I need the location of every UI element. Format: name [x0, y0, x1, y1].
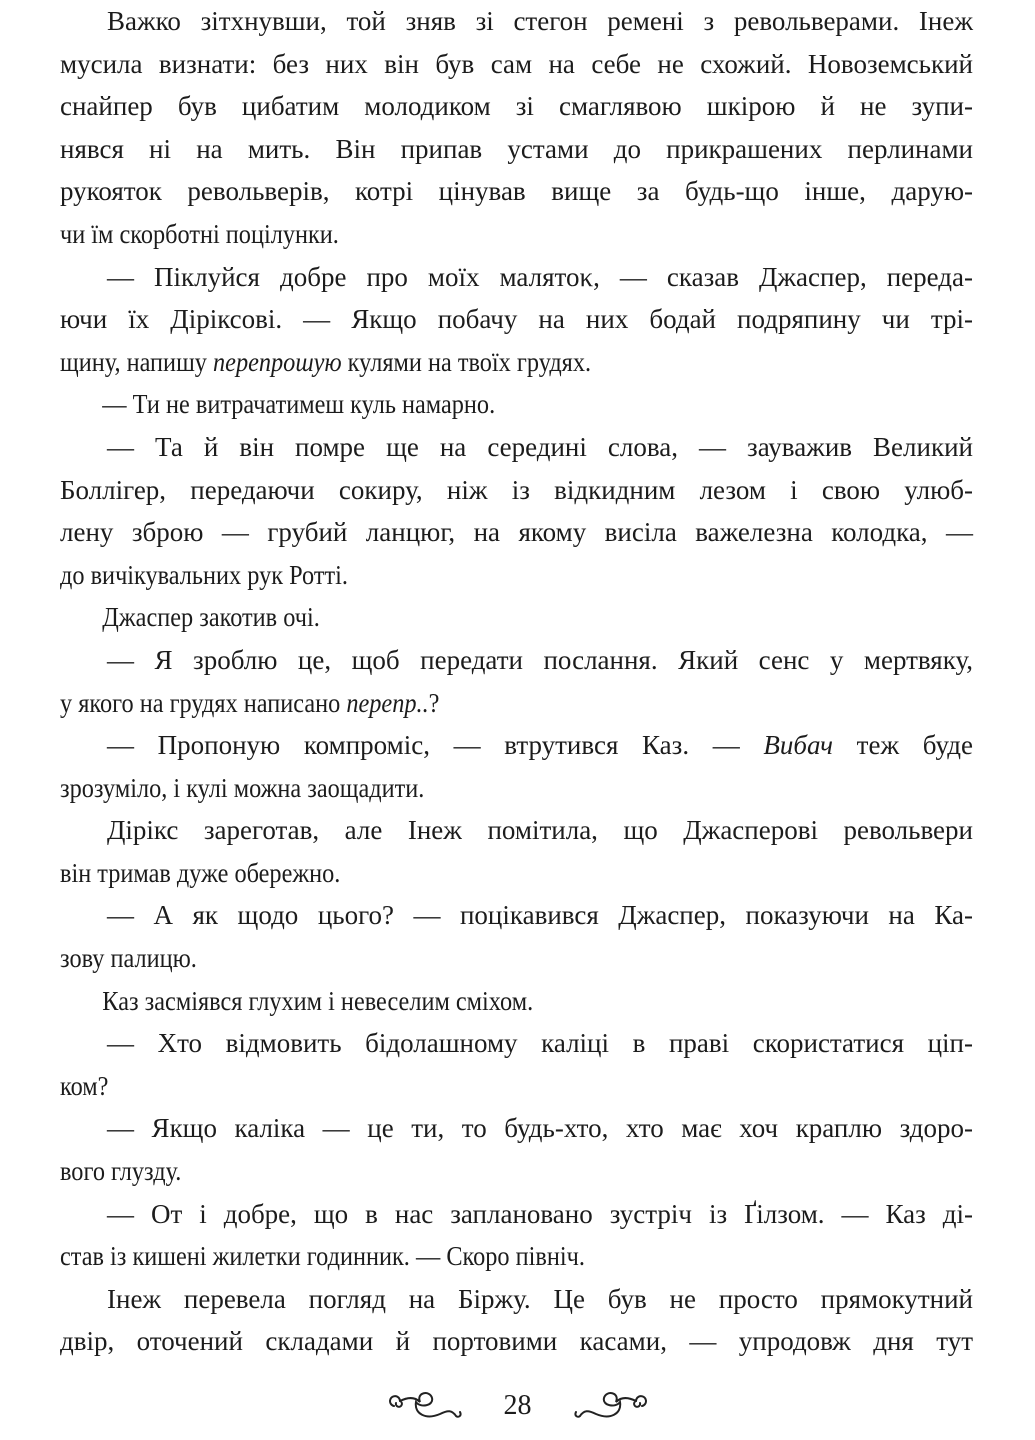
text-line: лену зброю — грубий ланцюг, на якому висіла важелезна колодка, —: [60, 517, 973, 548]
text-line: він тримав дуже обережно.: [60, 857, 341, 888]
text-line: мусила визнати: без них він був сам на себе не схожий. Новоземський: [60, 48, 973, 79]
italic-text-run: перепр..: [346, 687, 429, 718]
text-line: Важко зітхнувши, той зняв зі стегон ремені з револьверами. Інеж: [107, 6, 973, 36]
text-run: кулями на твоїх грудях.: [341, 346, 592, 377]
text-line: Боллігер, передаючи сокиру, ніж із відкидним лезом і свою улюб-: [60, 474, 973, 505]
text-line: — Хто відмовить бідолашному каліці в праві скористатися ціп-: [107, 1028, 973, 1059]
text-run: — Пропоную компроміс, — втрутився Каз. —: [107, 730, 764, 761]
text-line: Інеж перевела погляд на Біржу. Це був не просто прямокутний: [107, 1283, 973, 1314]
text-line: зрозуміло, і кулі можна заощадити.: [60, 772, 425, 803]
text-line: вого глузду.: [60, 1156, 182, 1187]
flourish-left-icon: [386, 1388, 486, 1424]
text-line: — Піклуйся добре про моїх малятоκ, — сказав Джаспер, переда-: [107, 261, 973, 292]
text-line: зову палицю.: [60, 943, 197, 974]
text-line: до вичікувальних рук Ротті.: [60, 559, 348, 590]
text-line: Дірікс зареготав, але Інеж помітила, що Джасперові револьвери: [107, 815, 973, 846]
text-run: теж буде: [833, 730, 973, 761]
text-line: снайпер був цибатим молодиком зі смаглявою шкірою й не зупи-: [60, 91, 973, 122]
text-line: — Якщо каліка — це ти, то будь-хто, хто має хоч краплю здоро-: [107, 1113, 973, 1144]
italic-text-run: Вибач: [763, 730, 834, 761]
page-number: 28: [503, 1390, 532, 1421]
text-line: нявся ні на мить. Він припав устами до прикрашених перлинами: [60, 133, 973, 164]
text-line: ком?: [60, 1070, 109, 1101]
text-line: двір, оточений складами й портовими касами, — упродовж дня тут: [60, 1326, 973, 1357]
text-line: — Та й він помре ще на середині слова, — зауважив Великий: [107, 431, 973, 462]
text-line: — Ти не витрачатимеш куль намарно.: [102, 389, 496, 420]
text-line: [60, 682, 882, 725]
text-line: — Я зроблю це, щоб передати послання. Який сенс у мертвяку,: [107, 644, 973, 675]
flourish-right-icon: [550, 1388, 650, 1424]
text-run: у якого на грудях написано: [60, 687, 347, 718]
page-footer: [0, 1388, 1035, 1424]
text-line: Каз засміявся глухим і невеселим сміхом.: [102, 985, 534, 1016]
text-line: чи їм скорботні поцілунки.: [60, 218, 339, 249]
text-line: [60, 341, 882, 384]
text-line: — А як щодо цього? — поцікавився Джаспер, показуючи на Ка-: [107, 900, 973, 931]
text-line: — От і добре, що в нас заплановано зустріч із Ґілзом. — Каз ді-: [107, 1198, 973, 1229]
italic-text-run: перепрошую: [213, 346, 342, 377]
text-line: Джаспер закотив очі.: [102, 602, 320, 633]
book-page-text: [60, 0, 973, 1363]
text-run: щину, напишу: [60, 346, 214, 377]
text-line: рукояток револьверів, котрі цінував вище за будь-що інше, дарую-: [60, 176, 973, 207]
text-line: ючи їх Діріксові. — Якщо побачу на них бодай подряпину чи трі-: [60, 304, 973, 335]
text-run: ?: [428, 687, 440, 718]
text-line: [60, 724, 973, 767]
text-line: став із кишені жилетки годинник. — Скоро північ.: [60, 1241, 585, 1272]
